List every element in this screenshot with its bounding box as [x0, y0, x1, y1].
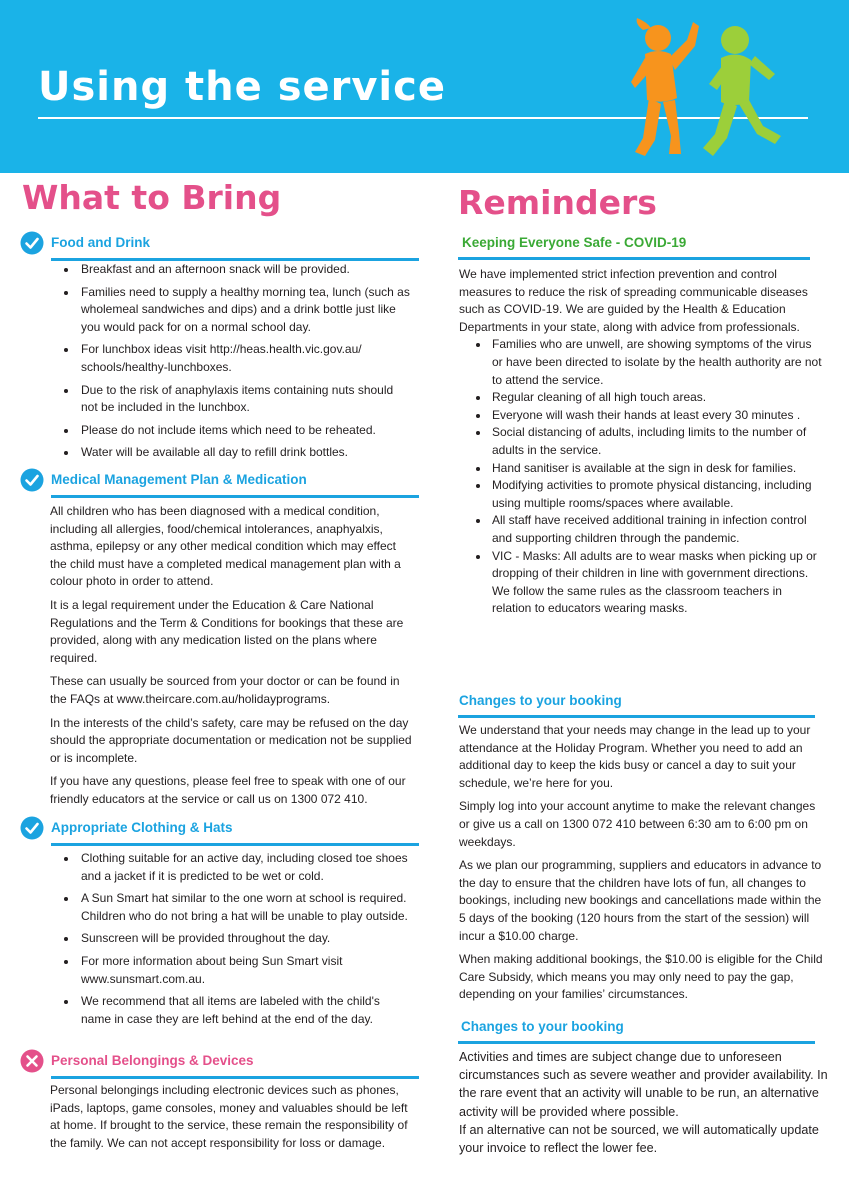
paragraph: As we plan our programming, suppliers and educators in advance to the day to ensure that the children have lots of fun, all changes to bookings, including new bookings and cancellations made within the 5 days of the booking (120 hours from the start of the session) will incur a $10.00 charge.	[459, 858, 822, 943]
list-item: All staff have received additional training in infection control and supporting children through the pandemic.	[459, 512, 824, 547]
page-title: Using the service	[38, 64, 446, 110]
covid-text-block	[459, 266, 824, 618]
list-item: A Sun Smart hat similar to the one worn at school is required. Children who do not bring a hat will be unable to play outside.	[51, 890, 413, 925]
list-item: Everyone will wash their hands at least every 30 minutes .	[459, 407, 824, 425]
list-item: We recommend that all items are labeled with the child's name in case they are left behind at the end of the day.	[51, 993, 413, 1028]
list-item: Breakfast and an afternoon snack will be provided.	[51, 261, 413, 279]
check-circle-icon	[20, 816, 44, 840]
belongings-title: Personal Belongings & Devices	[51, 1053, 254, 1068]
check-circle-icon	[20, 468, 44, 492]
list-item: Regular cleaning of all high touch areas.	[459, 389, 824, 407]
medical-title: Medical Management Plan & Medication	[51, 472, 307, 487]
paragraph: These can usually be sourced from your doctor or can be found in the FAQs at www.theircare.com.au/holidayprograms.	[50, 674, 400, 706]
paragraph: It is a legal requirement under the Education & Care National Regulations and the Term & Conditions for bookings that these are provided, along with any medication listed on the plans where required.	[50, 597, 404, 665]
booking-title: Changes to your booking	[459, 693, 622, 708]
paragraph: We have implemented strict infection prevention and control measures to reduce the risk of spreading communicable diseases such as COVID-19. We are guided by the Health & Education Departments in your state, along with advice from professionals.	[459, 267, 808, 334]
list-item: Clothing suitable for an active day, including closed toe shoes and a jacket if it is predicted to be wet or cold.	[51, 850, 413, 885]
list-item: Please do not include items which need to be reheated.	[51, 422, 413, 440]
paragraph: We understand that your needs may change in the lead up to your attendance at the Holiday Program. Whether you need to add an additional day to keep the kids busy or cancel a day to suit your schedule, we’re here for you.	[459, 723, 811, 790]
booking2-text-block	[459, 1048, 831, 1157]
section-divider	[51, 843, 419, 846]
list-item: For more information about being Sun Smart visit www.sunsmart.com.au.	[51, 953, 413, 988]
booking2-title: Changes to your booking	[461, 1019, 624, 1034]
section-divider	[458, 257, 810, 260]
paragraph: If an alternative can not be sourced, we will automatically update your invoice to reflect the lower fee.	[459, 1122, 819, 1156]
paragraph: In the interests of the child’s safety, care may be refused on the day should the appropriate documentation or medication not be supplied or is incomplete.	[50, 715, 412, 765]
section-divider	[458, 1041, 815, 1044]
cross-circle-icon	[20, 1049, 44, 1073]
paragraph: Personal belongings including electronic devices such as phones, iPads, laptops, game consoles, money and valuables should be left at home. If brought to the service, these remain the responsibility of the family. We can not accept responsibility for loss or damage.	[50, 1083, 408, 1150]
list-item: Families who are unwell, are showing symptoms of the virus or have been directed to isolate by the health authority are not to attend the service.	[459, 336, 824, 389]
list-item: VIC - Masks: All adults are to wear masks when picking up or dropping of their children in line with government directions. We follow the same rules as the classroom teachers in relation to educators wearing masks.	[459, 548, 824, 618]
clothing-title: Appropriate Clothing & Hats	[51, 820, 233, 835]
reminders-heading: Reminders	[458, 183, 657, 222]
clothing-list	[51, 850, 413, 1028]
section-divider	[51, 1076, 419, 1079]
booking-text-block	[459, 722, 826, 1010]
list-item: Sunscreen will be provided throughout the day.	[51, 930, 413, 948]
covid-title: Keeping Everyone Safe - COVID-19	[462, 235, 687, 250]
food-drink-title: Food and Drink	[51, 235, 150, 250]
food-drink-list	[51, 261, 413, 462]
list-item: For lunchbox ideas visit http://heas.health.vic.gov.au/ schools/healthy-lunchboxes.	[51, 341, 413, 376]
list-item: Due to the risk of anaphylaxis items containing nuts should not be included in the lunchbox.	[51, 382, 413, 417]
paragraph: All children who has been diagnosed with a medical condition, including all allergies, food/chemical intolerances, anaphyalxis, asthma, epilepsy or any other medical condition which may effect the child must have a completed medical management plan with a colour photo in order to attend.	[50, 504, 401, 589]
belongings-text-block	[50, 1082, 412, 1158]
food-drink-list-block	[51, 261, 413, 467]
covid-list	[459, 336, 824, 618]
section-divider	[458, 715, 815, 718]
check-circle-icon	[20, 231, 44, 255]
header-banner	[0, 0, 849, 173]
paragraph: When making additional bookings, the $10.00 is eligible for the Child Care Subsidy, which means you may only need to pay the gap, depending on your families’ circumstances.	[459, 952, 823, 1002]
list-item: Hand sanitiser is available at the sign in desk for families.	[459, 460, 824, 478]
what-to-bring-heading: What to Bring	[22, 178, 282, 217]
list-item: Water will be available all day to refill drink bottles.	[51, 444, 413, 462]
paragraph: If you have any questions, please feel free to speak with one of our friendly educators at the service or call us on 1300 072 410.	[50, 774, 406, 806]
paragraph: Simply log into your account anytime to make the relevant changes or give us a call on 1300 072 410 between 6:30 am to 6:00 pm on weekdays.	[459, 799, 816, 849]
medical-text-block	[50, 503, 412, 815]
clothing-list-block	[51, 850, 413, 1033]
paragraph: Activities and times are subject change due to unforeseen circumstances such as severe weather and provider availability. In the rare event that an activity will unable to be run, an alternative activity will be provided where possible.	[459, 1050, 828, 1119]
list-item: Modifying activities to promote physical distancing, including using multiple rooms/spaces where available.	[459, 477, 824, 512]
section-divider	[51, 495, 419, 498]
children-silhouette-illustration	[625, 18, 825, 168]
list-item: Social distancing of adults, including limits to the number of adults in the service.	[459, 424, 824, 459]
list-item: Families need to supply a healthy morning tea, lunch (such as wholemeal sandwiches and dips) and a drink bottle just like you would pack for on a normal school day.	[51, 284, 413, 337]
